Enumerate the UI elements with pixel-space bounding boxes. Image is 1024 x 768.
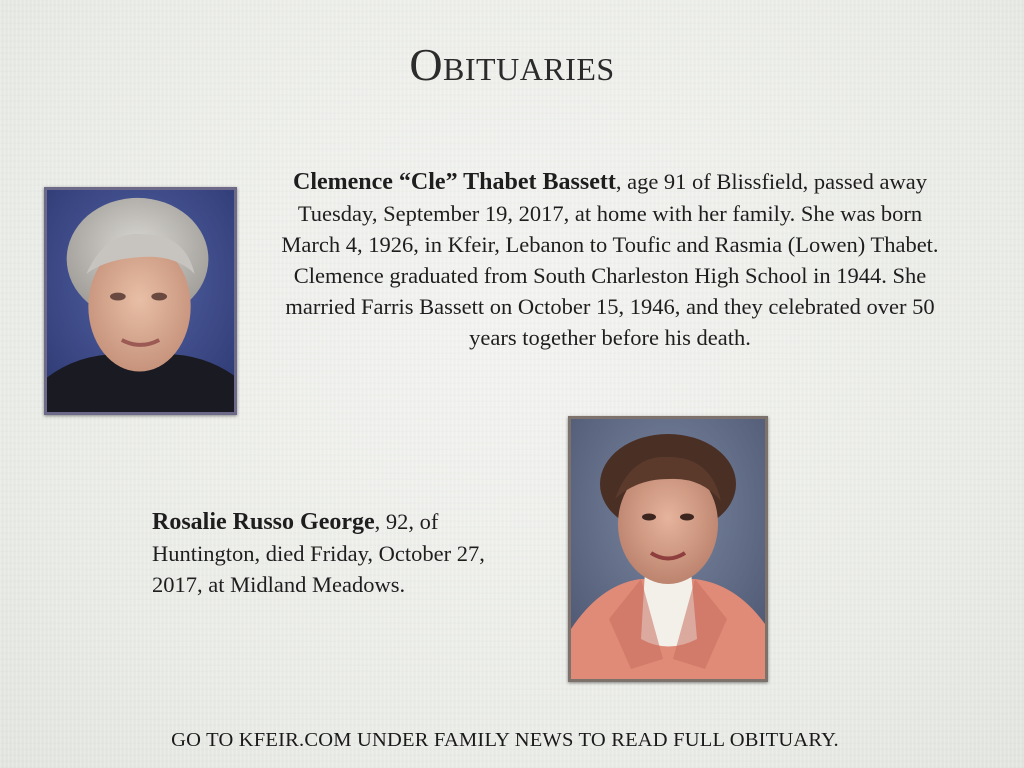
portrait-photo-rosalie: [568, 416, 768, 682]
obituary-name: Clemence “Cle” Thabet Bassett: [292, 169, 616, 195]
obituary-rosalie: [152, 506, 532, 600]
obituary-text: , 92, of Huntington, died Friday, October 27, 2017, at Midland Meadows.: [152, 509, 485, 597]
footer-note: GO TO KFEIR.COM UNDER FAMILY NEWS TO READ FULL OBITUARY.: [171, 729, 839, 751]
obituary-name: Rosalie Russo George: [152, 509, 375, 535]
portrait-photo-clemence: [44, 187, 237, 415]
page-title: Obituaries: [409, 39, 615, 90]
obituary-clemence: [276, 166, 944, 353]
obituary-text: , age 91 of Blissfield, passed away Tuesday, September 19, 2017, at home with her family. She was born March 4, 1926, in Kfeir, Lebanon to Toufic and Rasmia (Lowen) Thabet. Clemence graduated from South Charleston High School in 1944. She married Farris Bassett on October 15, 1946, and they celebrated over 50 years together before his death.: [281, 169, 939, 350]
